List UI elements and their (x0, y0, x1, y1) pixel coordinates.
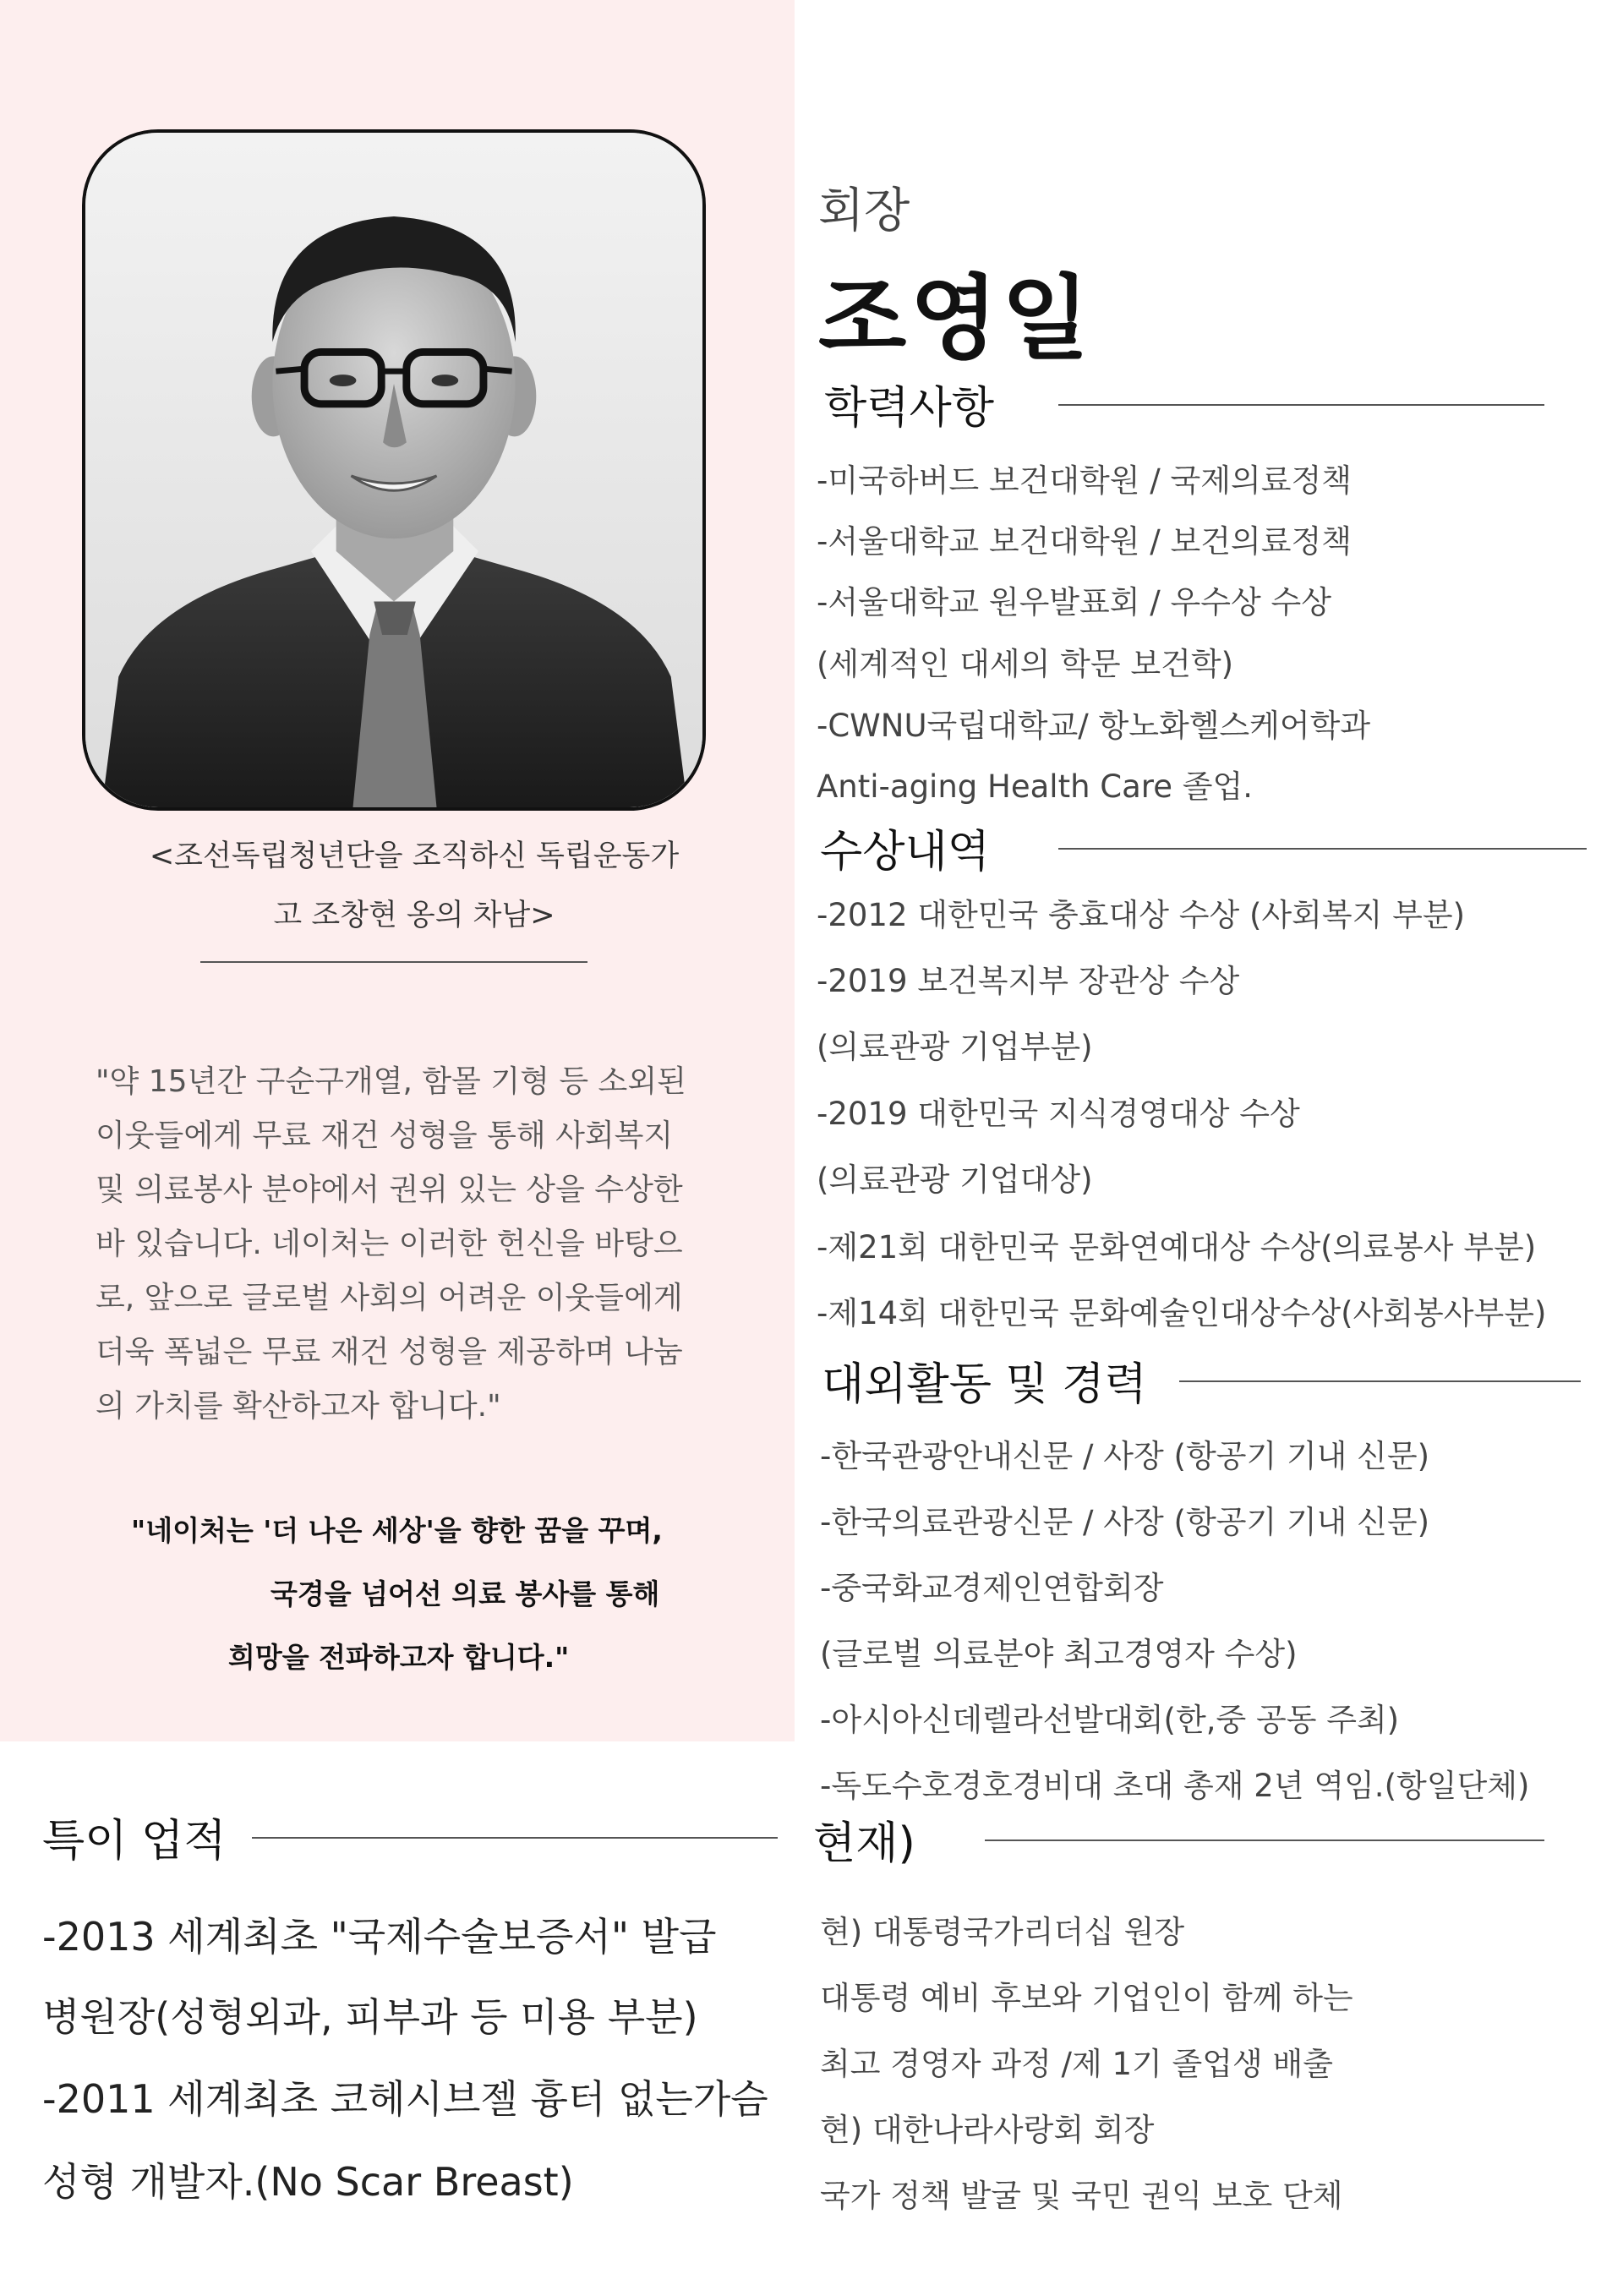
quote-line: 이웃들에게 무료 재건 성형을 통해 사회복지 (96, 1118, 674, 1153)
activities-section-rule (1179, 1380, 1581, 1382)
activities-section-title: 대외활동 및 경력 (822, 1359, 1147, 1410)
portrait-caption-line-2: 고 조창현 옹의 차남> (273, 899, 555, 932)
role-label: 회장 (818, 183, 910, 238)
awards-item: -2019 대한민국 지식경영대상 수상 (817, 1096, 1300, 1132)
achievement-item: 성형 개발자.(No Scar Breast) (42, 2159, 574, 2205)
activities-item: -아시아신데렐라선발대회(한,중 공동 주최) (820, 1702, 1400, 1738)
current-item: 현) 대통령국가리더십 원장 (820, 1914, 1185, 1950)
current-section-title: 현재) (813, 1818, 915, 1869)
education-item: (세계적인 대세의 학문 보건학) (817, 646, 1234, 682)
awards-item: -2019 보건복지부 장관상 수상 (817, 963, 1240, 999)
activities-item: (글로벌 의료분야 최고경영자 수상) (820, 1636, 1298, 1672)
awards-item: (의료관광 기업부분) (817, 1029, 1093, 1065)
education-item: -서울대학교 원우발표회 / 우수상 수상 (817, 584, 1331, 620)
current-item: 대통령 예비 후보와 기업인이 함께 하는 (820, 1980, 1353, 2016)
education-item: -CWNU국립대학교/ 항노화헬스케어학과 (817, 708, 1371, 744)
quote-line: 및 의료봉사 분야에서 권위 있는 상을 수상한 (96, 1173, 683, 1207)
quote-paragraph (96, 1055, 738, 1434)
emphasis-line-1: "네이처는 '더 나은 세상'을 향한 꿈을 꾸며, (131, 1514, 663, 1547)
achievement-item: 병원장(성형외과, 피부과 등 미용 부분) (42, 1994, 698, 2040)
awards-item: (의료관광 기업대상) (817, 1162, 1093, 1198)
education-section-title: 학력사항 (824, 383, 994, 434)
achievement-item: -2011 세계최초 코헤시브젤 흉터 없는가슴 (42, 2076, 768, 2122)
emphasis-line-2: 국경을 넘어선 의료 봉사를 통해 (270, 1577, 660, 1610)
education-item: -미국하버드 보건대학원 / 국제의료정책 (817, 462, 1352, 499)
awards-item: -2012 대한민국 충효대상 수상 (사회복지 부분) (817, 897, 1466, 933)
caption-divider (200, 961, 587, 963)
quote-line: 더욱 폭넓은 무료 재건 성형을 제공하며 나눔 (96, 1335, 683, 1369)
activities-item: -독도수호경호경비대 초대 총재 2년 역임.(항일단체) (820, 1768, 1530, 1804)
activities-item: -중국화교경제인연합회장 (820, 1570, 1164, 1606)
current-item: 국가 정책 발굴 및 국민 권익 보호 단체 (820, 2178, 1343, 2214)
quote-line: 의 가치를 확산하고자 합니다." (96, 1389, 501, 1424)
activities-item: -한국의료관광신문 / 사장 (항공기 기내 신문) (820, 1504, 1430, 1540)
education-item: -서울대학교 보건대학원 / 보건의료정책 (817, 523, 1352, 560)
quote-line: 바 있습니다. 네이처는 이러한 헌신을 바탕으 (96, 1227, 683, 1261)
person-name: 조영일 (818, 266, 1093, 372)
current-section-rule (985, 1840, 1544, 1841)
portrait-illustration (85, 133, 702, 807)
current-item: 현) 대한나라사랑회 회장 (820, 2112, 1155, 2148)
awards-item: -제21회 대한민국 문화연예대상 수상(의료봉사 부분) (817, 1229, 1537, 1266)
quote-line: 로, 앞으로 글로벌 사회의 어려운 이웃들에게 (96, 1281, 683, 1315)
achievement-item: -2013 세계최초 "국제수술보증서" 발급 (42, 1914, 717, 1960)
activities-item: -한국관광안내신문 / 사장 (항공기 기내 신문) (820, 1438, 1430, 1474)
achievements-section-title: 특이 업적 (42, 1816, 227, 1867)
awards-section-rule (1058, 848, 1587, 850)
awards-section-title: 수상내역 (820, 827, 990, 877)
current-item: 최고 경영자 과정 /제 1기 졸업생 배출 (820, 2046, 1333, 2082)
quote-line: "약 15년간 구순구개열, 함몰 기형 등 소외된 (96, 1064, 686, 1099)
emphasis-line-3: 희망을 전파하고자 합니다." (228, 1641, 570, 1674)
education-section-rule (1058, 404, 1544, 406)
awards-item: -제14회 대한민국 문화예술인대상수상(사회봉사부분) (817, 1295, 1547, 1331)
portrait-photo (82, 129, 706, 811)
achievements-section-rule (252, 1837, 778, 1839)
education-item: Anti-aging Health Care 졸업. (817, 768, 1253, 805)
portrait-caption-line-1: <조선독립청년단을 조직하신 독립운동가 (149, 839, 680, 873)
